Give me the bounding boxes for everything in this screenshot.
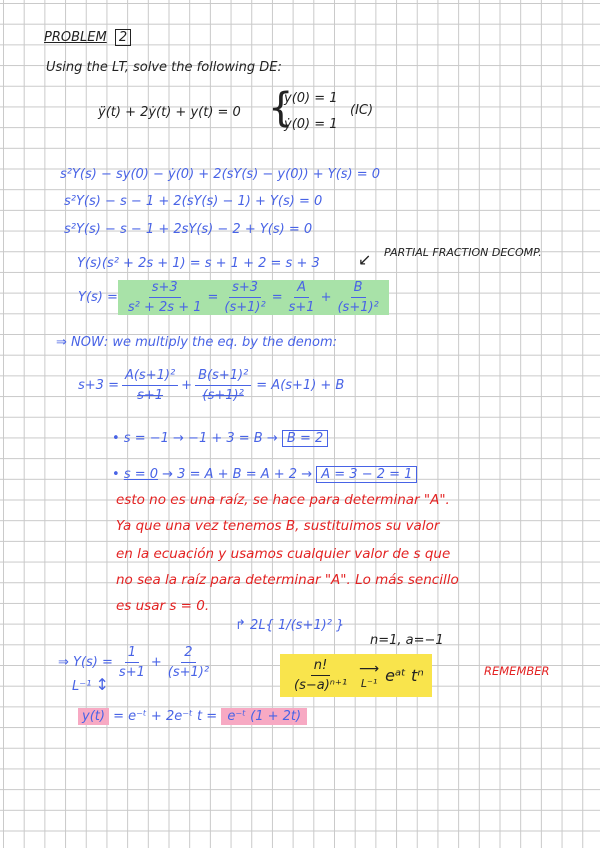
final-ys: ⇒ Y(s) = $\frac{1}{s+1}$ + $\frac{2}{\text{(s+1)²}}$ [58,645,215,680]
problem-header [44,30,131,45]
now-line: ⇒ NOW: we multiply the eq. by the denom: [56,335,338,350]
remember-rhs: eᵃᵗ tⁿ [385,666,424,685]
problem-label: PROBLEM [44,30,107,45]
remember-label: REMEMBER [484,664,550,678]
note-line-4: no sea la raíz para determinar "A". Lo más sencillo [116,572,459,588]
s-zero: s = 0 [123,467,159,482]
pfd-arrow: ↙ [358,250,372,269]
remember-box [280,654,432,697]
arrow-note: ↱ 2L{ 1/(s+1)² } [235,618,345,633]
ic-label: (IC) [350,103,374,118]
intro-text: Using the LT, solve the following DE: [46,60,282,75]
final-frac-1: $\frac{1}{s+1}$ [118,645,145,680]
params: n=1, a=−1 [370,633,444,648]
case-2: • s = 0 → 3 = A + B = A + 2 → A = 3 − 2 = 1 [112,467,417,482]
ys-frac-3: $\frac{A}{s+1}$ [288,280,315,315]
note-line-3: en la ecuación y usamos cualquier valor de s que [116,546,451,562]
green-highlight: $\frac{s+3}{\text{s² + 2s + 1}}$ = $\frac{s+3}{\text{(s+1)²}}$ = $\frac{A}{s+1}$ + $\frac{B}{\text{(s+1)²}}$ [118,280,389,315]
ys-frac-1: $\frac{s+3}{\text{s² + 2s + 1}}$ [127,280,202,315]
mult-frac-1: $\frac{\text{A(s+1)²}}{s+1}$ [122,368,178,403]
b-result-box: B = 2 [282,430,328,447]
step-4: Y(s)(s² + 2s + 1) = s + 1 + 2 = s + 3 [77,256,320,271]
step-2: s²Y(s) − s − 1 + 2(sY(s) − 1) + Y(s) = 0 [64,194,323,209]
step-3: s²Y(s) − s − 1 + 2sY(s) − 2 + Y(s) = 0 [64,222,313,237]
remember-frac: $\frac{n!}{\text{(s−a)ⁿ⁺¹}}$ [294,658,348,693]
inverse-laplace: L⁻¹ ↕ [72,675,109,694]
ys-lhs: Y(s) = [78,290,118,305]
problem-number: 2 [115,29,131,46]
mult-frac-2: $\frac{\text{B(s+1)²}}{\text{(s+1)²}}$ [195,368,251,403]
yt-final: e⁻ᵗ (1 + 2t) [221,708,307,725]
final-frac-2: $\frac{2}{\text{(s+1)²}}$ [167,645,210,680]
note-line-5: es usar s = 0. [116,598,210,614]
initial-condition-1: y(0) = 1 [284,91,338,106]
brace: { [268,85,294,131]
note-line-1: esto no es una raíz, se hace para determinar "A". [116,492,450,508]
case-1: • s = −1 → −1 + 3 = B → B = 2 [112,431,328,446]
initial-condition-2: ẏ(0) = 1 [284,117,338,132]
pfd-note: PARTIAL FRACTION DECOMP. [384,246,542,259]
yt-line: y(t) = e⁻ᵗ + 2e⁻ᵗ t = e⁻ᵗ (1 + 2t) [78,709,307,724]
ys-frac-2: $\frac{s+3}{\text{(s+1)²}}$ [224,280,266,315]
remember-arrow: ⟶ L⁻¹ [359,661,380,690]
yt-lhs: y(t) [78,708,109,725]
ys-decomposition [78,280,389,315]
ys-frac-4: $\frac{B}{\text{(s+1)²}}$ [337,280,379,315]
multiply-line: s+3 = $\frac{\text{A(s+1)²}}{s+1}$ + $\frac{\text{B(s+1)²}}{\text{(s+1)²}}$ = A(s+1) + B [78,368,345,403]
step-1: s²Y(s) − sy(0) − ẏ(0) + 2(sY(s) − y(0)) + Y(s) = 0 [60,167,381,182]
a-result-box: A = 3 − 2 = 1 [316,466,417,483]
differential-equation: ÿ(t) + 2ẏ(t) + y(t) = 0 [98,105,241,120]
note-line-2: Ya que una vez tenemos B, sustituimos su valor [116,518,440,534]
